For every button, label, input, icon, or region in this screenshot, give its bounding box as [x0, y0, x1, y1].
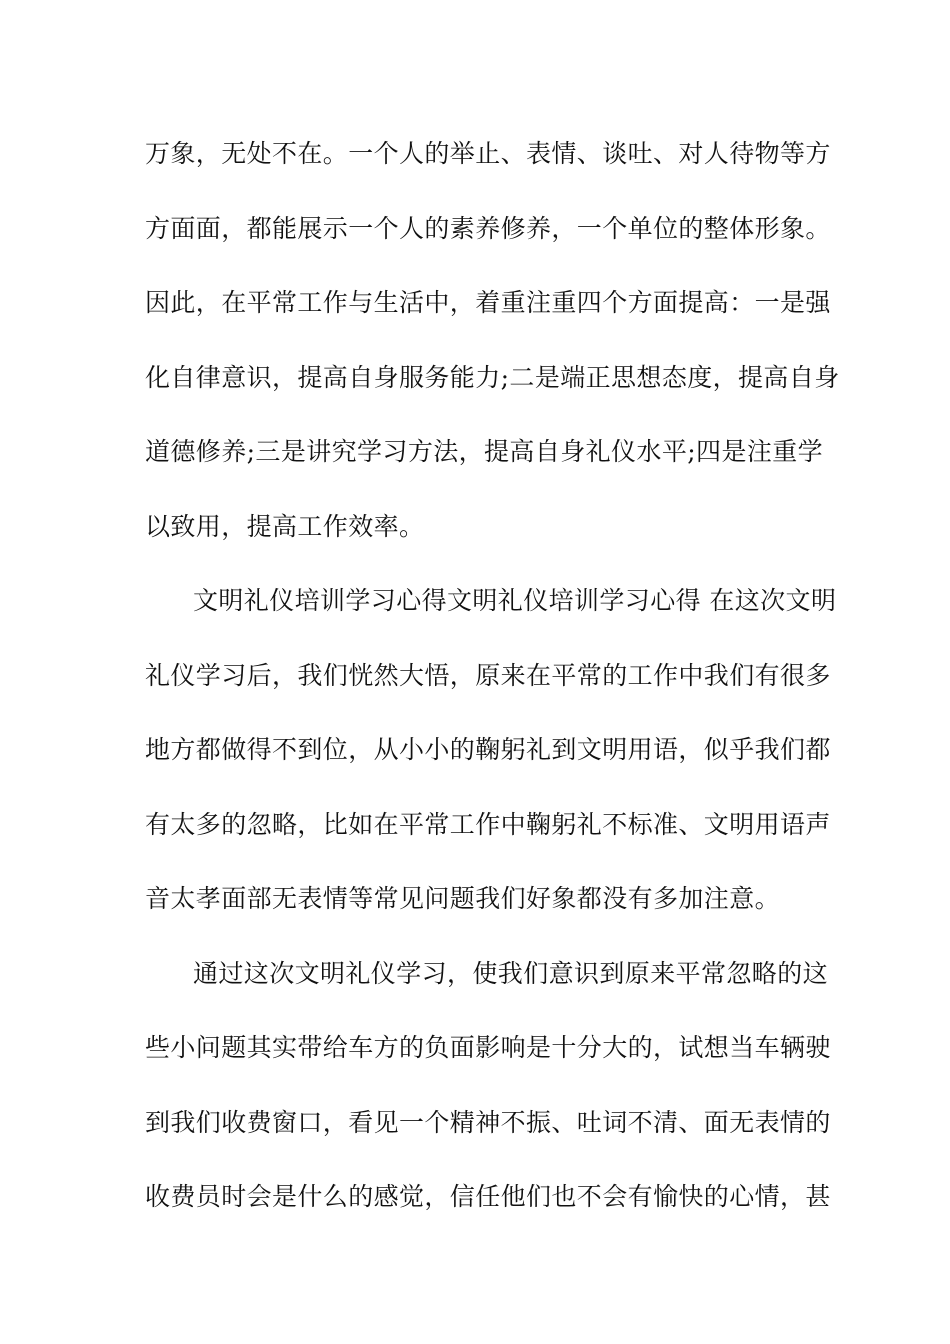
text-line: 到我们收费窗口，看见一个精神不振、吐词不清、面无表情的 [145, 1107, 831, 1137]
text-line: 以致用，提高工作效率。 [145, 511, 425, 541]
paragraph-first-line: 文明礼仪培训学习心得文明礼仪培训学习心得 在这次文明 [193, 586, 837, 615]
text-line: 地方都做得不到位，从小小的鞠躬礼到文明用语，似乎我们都 [145, 735, 831, 764]
body-text [145, 135, 840, 1253]
text-line: 因此，在平常工作与生活中，着重注重四个方面提高：一是强 [145, 288, 831, 317]
text-line: 道德修养;三是讲究学习方法，提高自身礼仪水平;四是注重学 [145, 437, 824, 466]
text-line: 收费员时会是什么的感觉，信任他们也不会有愉快的心情，甚 [145, 1182, 831, 1211]
text-line: 有太多的忽略，比如在平常工作中鞠躬礼不标准、文明用语声 [145, 809, 831, 839]
text-line: 些小问题其实带给车方的负面影响是十分大的，试想当车辆驶 [145, 1033, 831, 1062]
text-line: 音太孝面部无表情等常见问题我们好象都没有多加注意。 [145, 884, 781, 913]
text-line: 化自律意识，提高自身服务能力;二是端正思想态度，提高自身 [145, 362, 840, 392]
text-line: 方面面，都能展示一个人的素养修养，一个单位的整体形象。 [145, 213, 831, 243]
paragraph-first-line: 通过这次文明礼仪学习，使我们意识到原来平常忽略的这 [193, 958, 829, 988]
text-line: 礼仪学习后，我们恍然大悟，原来在平常的工作中我们有很多 [145, 660, 831, 690]
text-line: 万象，无处不在。一个人的举止、表情、谈吐、对人待物等方 [145, 139, 831, 168]
